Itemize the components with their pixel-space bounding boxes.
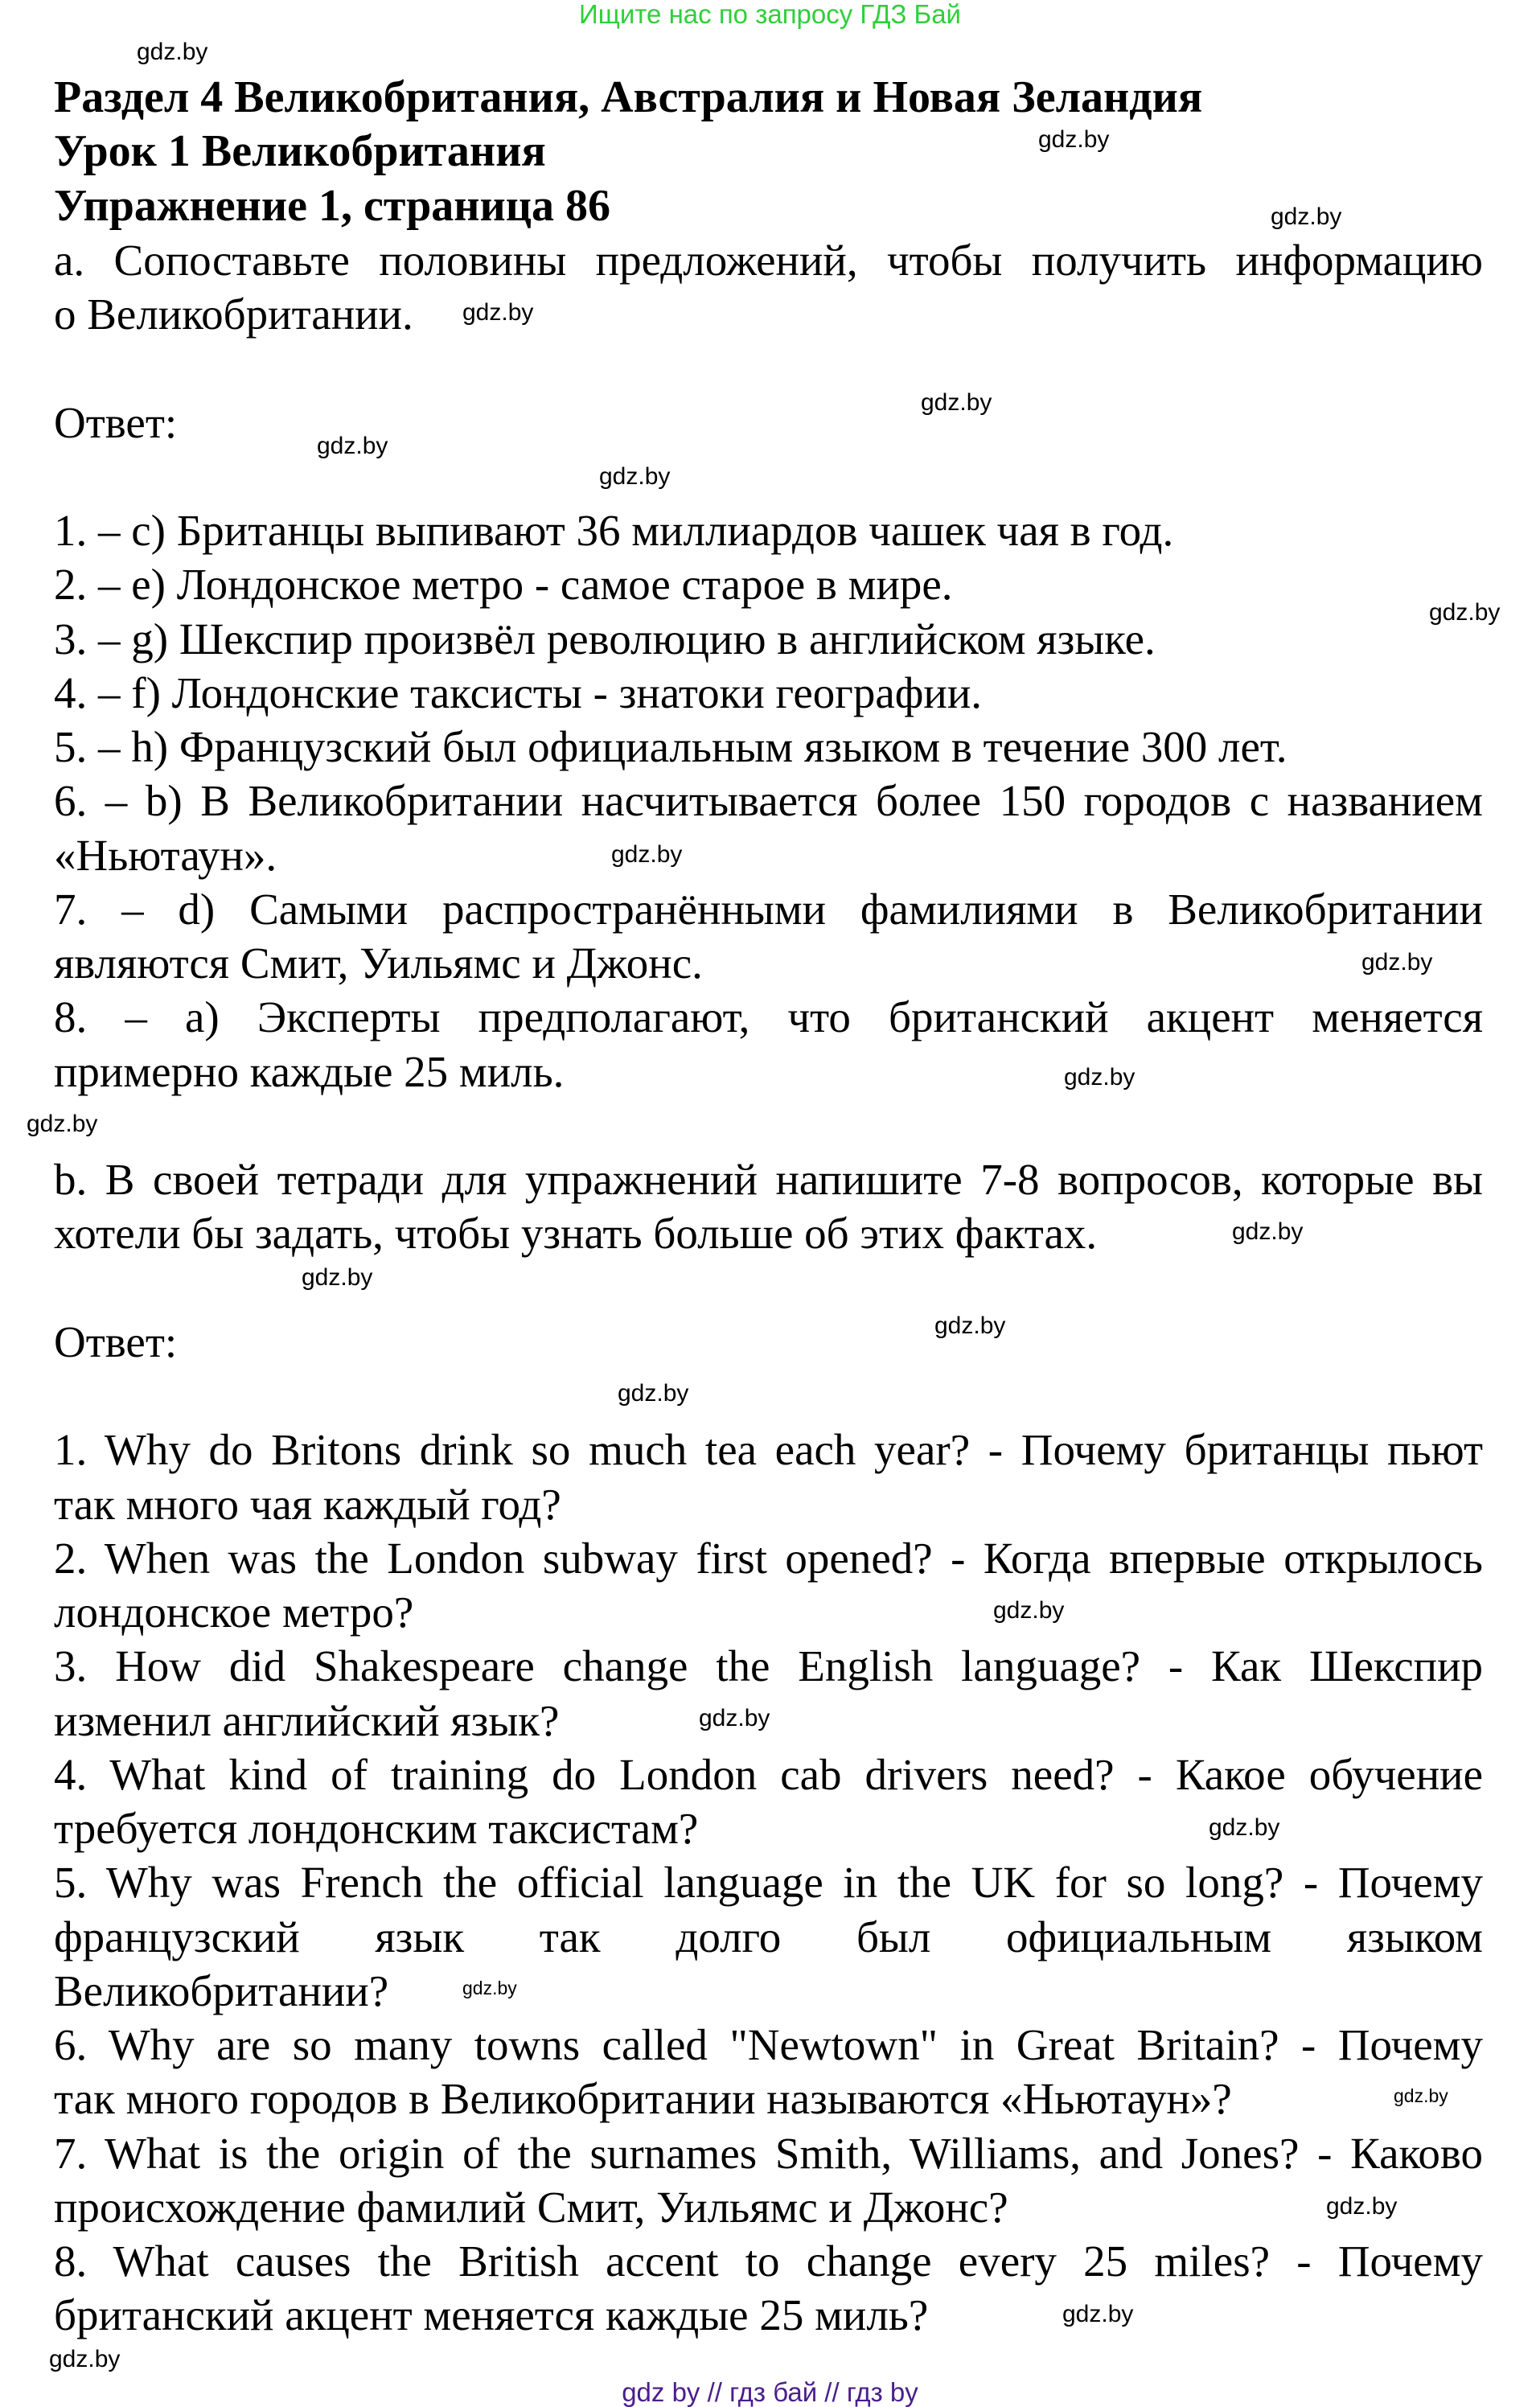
watermark: gdz.by bbox=[1394, 2085, 1448, 2106]
watermark: gdz.by bbox=[317, 433, 388, 459]
answer-line: 8. What causes the British accent to change every 25 miles? - Почему bbox=[54, 2237, 1483, 2286]
answer-line: 5. – h) Французский был официальным языком в течение 300 лет. bbox=[54, 722, 1287, 771]
watermark: gdz.by bbox=[1232, 1218, 1304, 1245]
answer-line: 6. – b) В Великобритании насчитывается более 150 городов с названием bbox=[54, 776, 1483, 826]
answer-line: 4. What kind of training do London cab drivers need? - Какое обучение bbox=[54, 1749, 1483, 1799]
answer-label: Ответ: bbox=[54, 397, 178, 447]
watermark: gdz.by bbox=[1361, 949, 1433, 976]
watermark: gdz.by bbox=[1038, 126, 1110, 153]
answer-line: 3. – g) Шекспир произвёл революцию в английском языке. bbox=[54, 614, 1156, 663]
answer-line: 8. – a) Эксперты предполагают, что британский акцент меняется bbox=[54, 992, 1483, 1042]
watermark: gdz.by bbox=[611, 841, 683, 868]
watermark: gdz.by bbox=[49, 2346, 121, 2372]
watermark: gdz.by bbox=[1062, 2301, 1134, 2327]
answer-line: 2. – e) Лондонское метро - самое старое в мире. bbox=[54, 560, 953, 610]
watermark: gdz.by bbox=[27, 1111, 98, 1137]
watermark: gdz.by bbox=[934, 1312, 1006, 1339]
exercise-title: Упражнение 1, страница 86 bbox=[54, 180, 611, 231]
answer-line: 6. Why are so many towns called "Newtown" in Great Britain? - Почему bbox=[54, 2020, 1483, 2069]
answer-label: Ответ: bbox=[54, 1316, 178, 1366]
watermark: gdz.by bbox=[462, 299, 534, 326]
watermark: gdz.by bbox=[1209, 1814, 1280, 1841]
answer-line: британский акцент меняется каждые 25 миль? bbox=[54, 2290, 929, 2340]
answer-line: 1. – c) Британцы выпивают 36 миллиардов чашек чая в год. bbox=[54, 506, 1174, 555]
answer-line: примерно каждые 25 миль. bbox=[54, 1046, 565, 1096]
search-banner: Ищите нас по запросу ГДЗ Бай bbox=[579, 0, 961, 29]
answer-line: 3. How did Shakespeare change the English language? - Как Шекспир bbox=[54, 1641, 1483, 1691]
answer-line: так много городов в Великобритании называются «Ньютаун»? bbox=[54, 2074, 1232, 2124]
watermark: gdz.by bbox=[699, 1705, 770, 1731]
answer-line: 7. – d) Самыми распространёнными фамилиями в Великобритании bbox=[54, 884, 1483, 934]
watermark: gdz.by bbox=[1326, 2193, 1398, 2220]
watermark: gdz.by bbox=[1064, 1064, 1135, 1091]
watermark: gdz.by bbox=[599, 463, 671, 490]
answer-line: являются Смит, Уильямс и Джонс. bbox=[54, 939, 703, 988]
answer-line: лондонское метро? bbox=[54, 1588, 414, 1637]
answer-line: 7. What is the origin of the surnames Smith, Williams, and Jones? - Каково bbox=[54, 2128, 1483, 2178]
watermark: gdz.by bbox=[921, 389, 992, 416]
task-b-line: b. В своей тетради для упражнений напишите 7-8 вопросов, которые вы bbox=[54, 1155, 1483, 1204]
task-a-line: a. Сопоставьте половины предложений, чтобы получить информацию bbox=[54, 235, 1483, 285]
footer-links: gdz by // гдз бай // гдз by bbox=[622, 2377, 918, 2407]
answer-line: 4. – f) Лондонские таксисты - знатоки географии. bbox=[54, 667, 983, 717]
section-title: Раздел 4 Великобритания, Австралия и Новая Зеландия bbox=[54, 72, 1203, 122]
answer-line: «Ньютаун». bbox=[54, 830, 277, 880]
answer-line: так много чая каждый год? bbox=[54, 1479, 561, 1529]
document-body bbox=[54, 71, 1483, 2343]
answer-line: изменил английский язык? bbox=[54, 1695, 560, 1745]
watermark: gdz.by bbox=[993, 1597, 1065, 1624]
answer-line: 1. Why do Britons drink so much tea each year? - Почему британцы пьют bbox=[54, 1425, 1483, 1475]
watermark: gdz.by bbox=[1429, 599, 1501, 626]
answer-line: французский язык так долго был официальным языком bbox=[54, 1912, 1483, 1961]
task-a-line: о Великобритании. bbox=[54, 290, 413, 339]
task-b-line: хотели бы задать, чтобы узнать больше об этих фактах. bbox=[54, 1209, 1098, 1259]
watermark: gdz.by bbox=[1271, 203, 1342, 230]
answer-line: Великобритании? bbox=[54, 1965, 389, 2015]
watermark: gdz.by bbox=[302, 1264, 373, 1291]
watermark: gdz.by bbox=[137, 39, 208, 65]
watermark: gdz.by bbox=[618, 1380, 689, 1407]
answer-line: 2. When was the London subway first opened? - Когда впервые открылось bbox=[54, 1533, 1483, 1583]
answer-line: происхождение фамилий Смит, Уильямс и Джонс? bbox=[54, 2182, 1008, 2232]
answer-line: 5. Why was French the official language in the UK for so long? - Почему bbox=[54, 1858, 1483, 1908]
answer-line: требуется лондонским таксистам? bbox=[54, 1804, 699, 1853]
watermark: gdz.by bbox=[462, 1978, 517, 1998]
lesson-title: Урок 1 Великобритания bbox=[54, 126, 546, 177]
